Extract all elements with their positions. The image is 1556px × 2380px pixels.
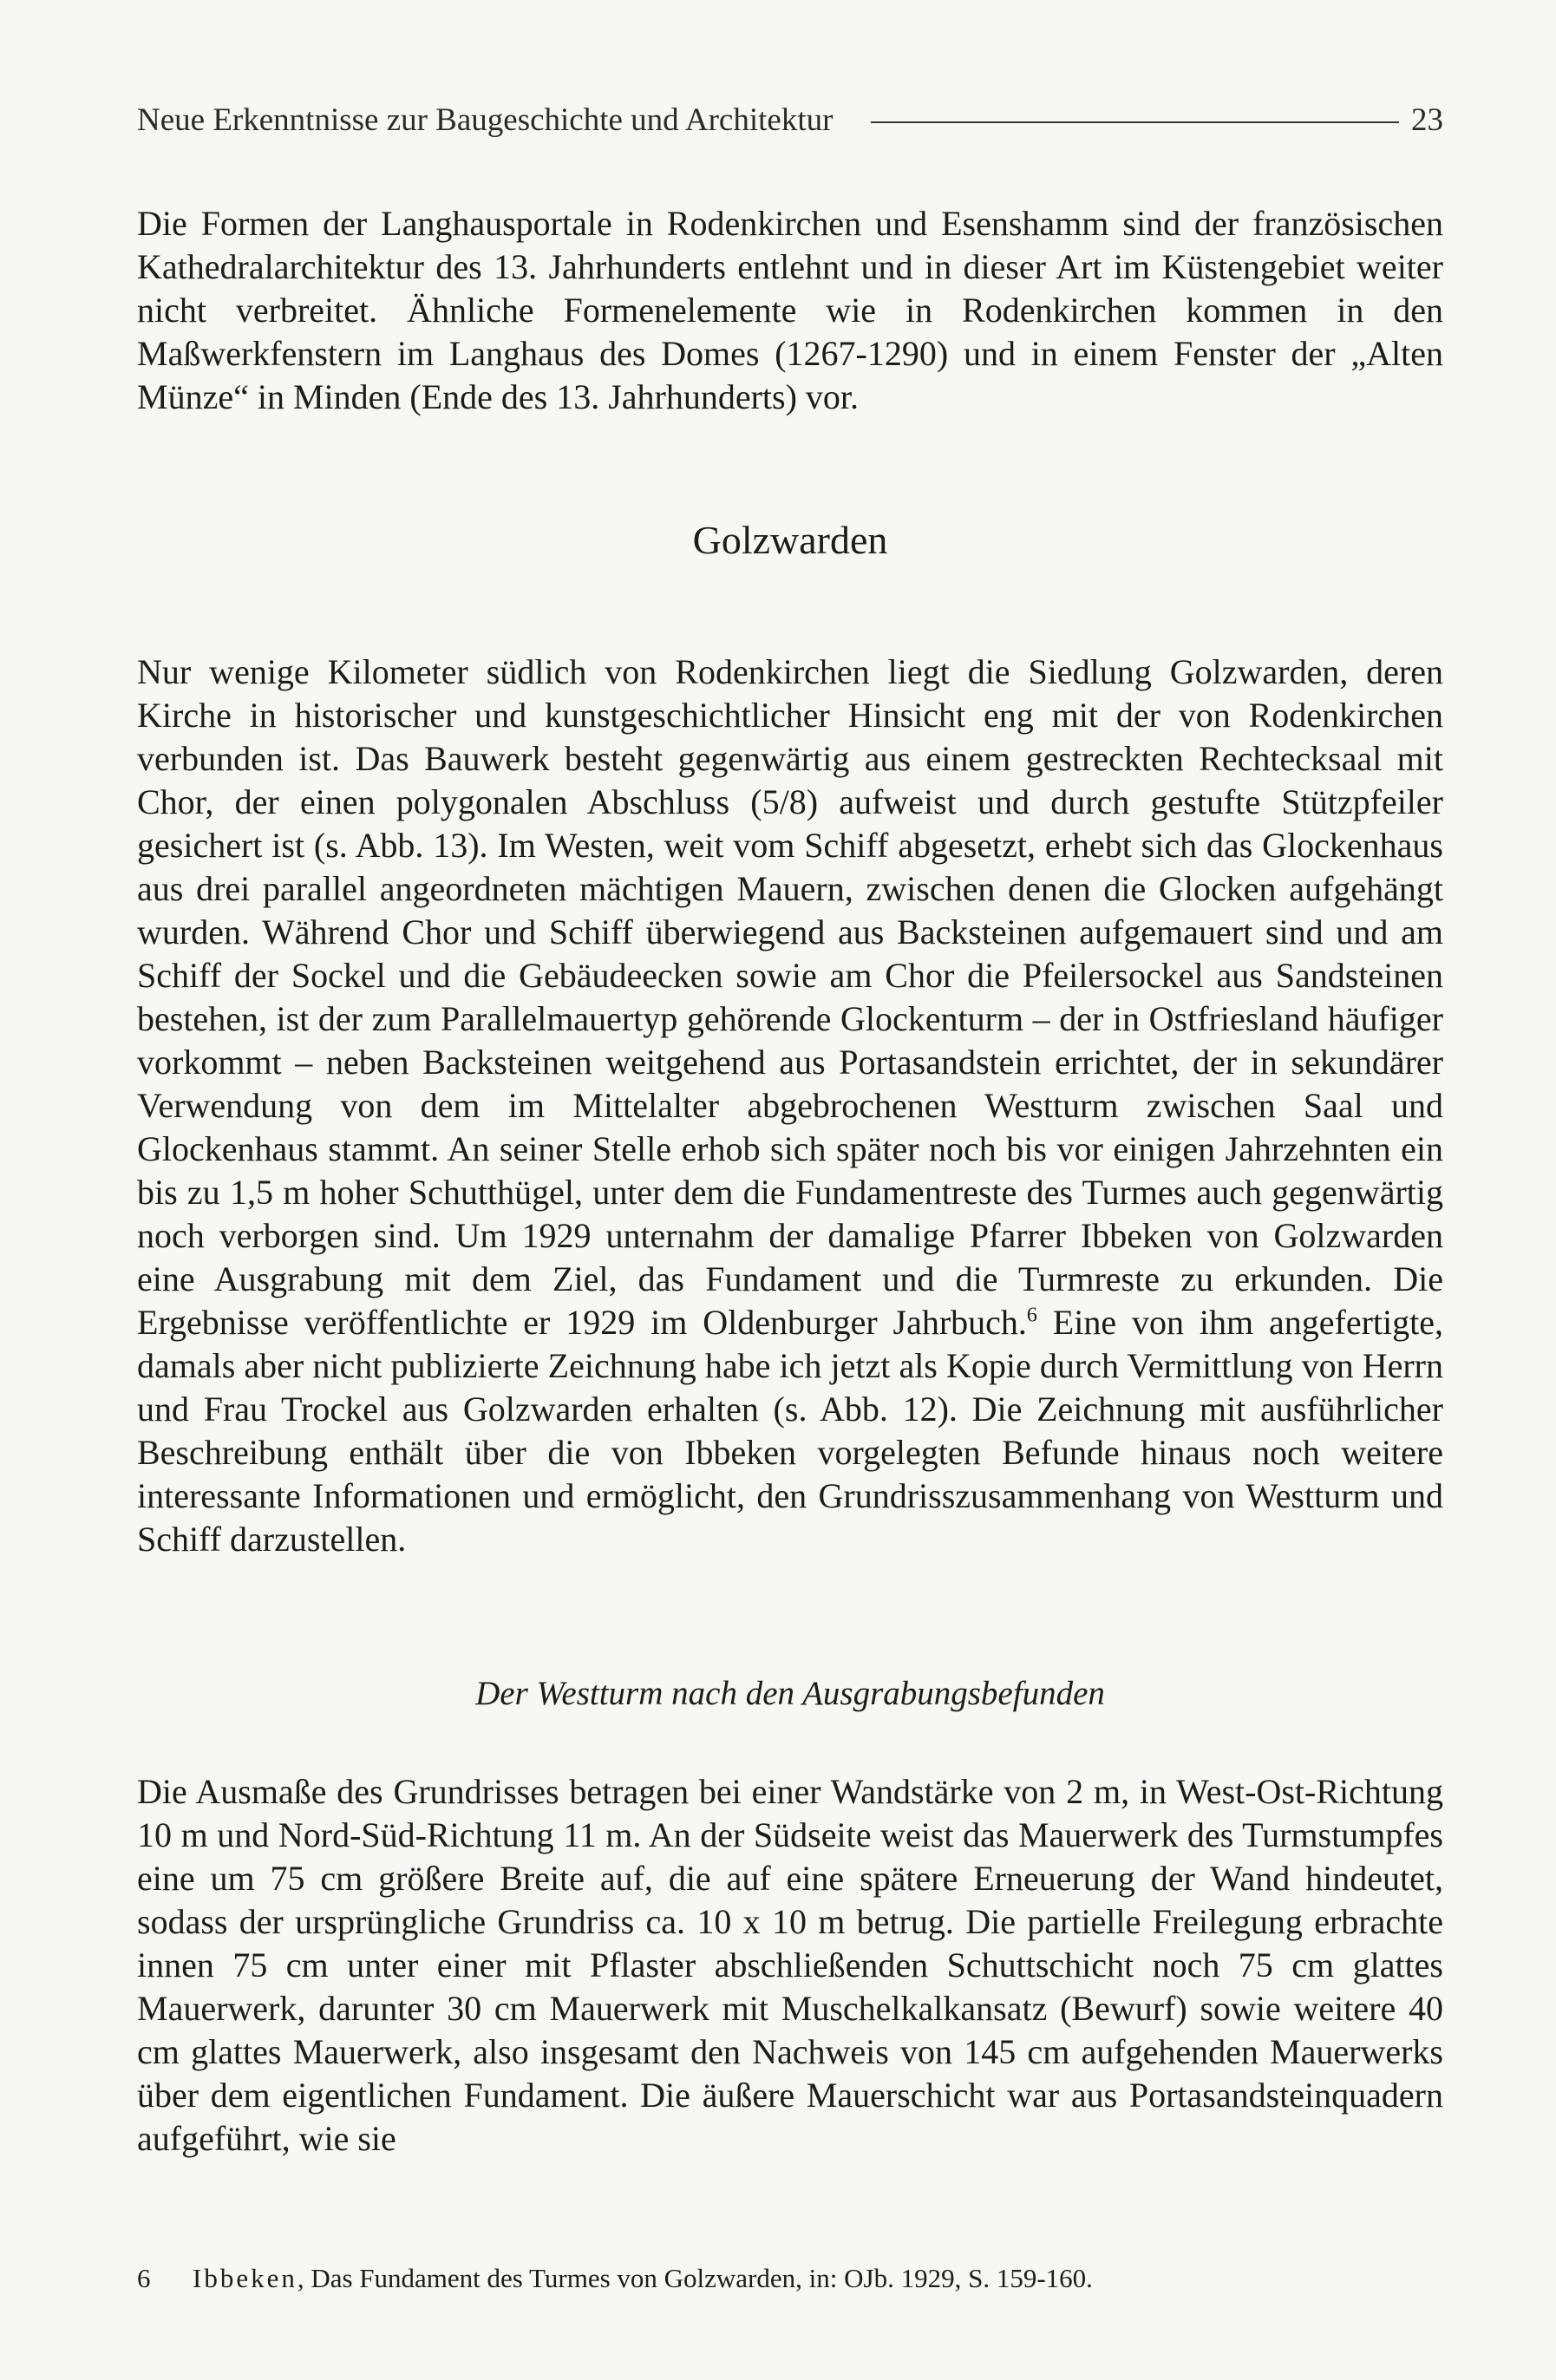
section-paragraph-part2: Eine von ihm angefertigte, damals aber nicht publizierte Zeichnung habe ich jetzt als Kopie durch Vermittlung von Herrn und Frau Trockel aus Golzwarden erhalten (s. Abb. 12). Die Zeichnung mit ausführlicher Beschreibung enthält über die von Ibbeken vorgelegten Befunde hinaus noch weitere interessante Informationen und ermöglicht, den Grundrisszusammenhang von Westturm und Schiff darzustellen. bbox=[137, 1303, 1443, 1559]
document-page bbox=[137, 104, 1443, 2296]
section-heading: Golzwarden bbox=[692, 518, 888, 562]
footnote-text: , Das Fundament des Turmes von Golzwarden, in: OJb. 1929, S. 159-160. bbox=[297, 2262, 1093, 2293]
subsection-heading: Der Westturm nach den Ausgrabungsbefunden bbox=[475, 1675, 1105, 1713]
footnote-reference[interactable]: 6 bbox=[1026, 1304, 1037, 1327]
footnote-author: Ibbeken bbox=[193, 2262, 297, 2293]
running-header bbox=[137, 104, 1443, 136]
footnote-body bbox=[193, 2261, 1093, 2296]
section-paragraph bbox=[137, 651, 1443, 1561]
footnote-number: 6 bbox=[137, 2262, 151, 2293]
header-rule bbox=[871, 121, 1399, 123]
footnote bbox=[137, 2261, 1443, 2296]
subsection-paragraph: Die Ausmaße des Grundrisses betragen bei einer Wandstärke von 2 m, in West-Ost-Richtung 10 m und Nord-Süd-Richtung 11 m. An der Südseite weist das Mauerwerk des Turmstumpfes eine um 75 cm größere Breite auf, die auf eine spätere Erneuerung der Wand hindeutet, sodass der ursprüngliche Grundriss ca. 10 x 10 m betrug. Die partielle Freilegung erbrachte innen 75 cm unter einer mit Pflaster abschließenden Schuttschicht noch 75 cm glattes Mauerwerk, darunter 30 cm Mauerwerk mit Muschelkalkansatz (Bewurf) sowie weitere 40 cm glattes Mauerwerk, also insgesamt den Nachweis von 145 cm aufgehenden Mauerwerks über dem eigentlichen Fundament. Die äußere Mauerschicht war aus Portasandsteinquadern aufgeführt, wie sie bbox=[137, 1771, 1443, 2158]
intro-paragraph: Die Formen der Langhausportale in Rodenkirchen und Esenshamm sind der französischen Kathedralarchitektur des 13. Jahrhunderts entlehnt und in dieser Art im Küstengebiet weiter nicht verbreitet. Ähnliche Formenelemente wie in Rodenkirchen kommen in den Maßwerkfenstern im Langhaus des Domes (1267-1290) und in einem Fenster der „Alten Münze“ in Minden (Ende des 13. Jahrhunderts) vor. bbox=[137, 204, 1443, 416]
running-title: Neue Erkenntnisse zur Baugeschichte und Architektur bbox=[137, 102, 834, 138]
section-paragraph-part1: Nur wenige Kilometer südlich von Rodenkirchen liegt die Siedlung Golzwarden, deren Kirche in historischer und kunstgeschichtlicher Hinsicht eng mit der von Rodenkirchen verbunden ist. Das Bauwerk besteht gegenwärtig aus einem gestreckten Rechtecksaal mit Chor, der einen polygonalen Abschluss (5/8) aufweist und durch gestufte Stützpfeiler gesichert ist (s. Abb. 13). Im Westen, weit vom Schiff abgesetzt, erhebt sich das Glockenhaus aus drei parallel angeordneten mächtigen Mauern, zwischen denen die Glocken aufgehängt wurden. Während Chor und Schiff überwiegend aus Backsteinen aufgemauert sind und am Schiff der Sockel und die Gebäudeecken sowie am Chor die Pfeilersockel aus Sandsteinen bestehen, ist der zum Parallelmauertyp gehörende Glockenturm – der in Ostfriesland häufiger vorkommt – neben Backsteinen weitgehend aus Portasandstein errichtet, der in sekundärer Verwendung von dem im Mittelalter abgebrochenen Westturm zwischen Saal und Glockenhaus stammt. An seiner Stelle erhob sich später noch bis vor einigen Jahrzehnten ein bis zu 1,5 m hoher Schutthügel, unter dem die Fundamentreste des Turmes auch gegenwärtig noch verborgen sind. Um 1929 unternahm der damalige Pfarrer Ibbeken von Golzwarden eine Ausgrabung mit dem Ziel, das Fundament und die Turmreste zu erkunden. Die Ergebnisse veröffentlichte er 1929 im Oldenburger Jahrbuch. bbox=[137, 652, 1443, 1343]
page-number: 23 bbox=[1411, 102, 1443, 138]
